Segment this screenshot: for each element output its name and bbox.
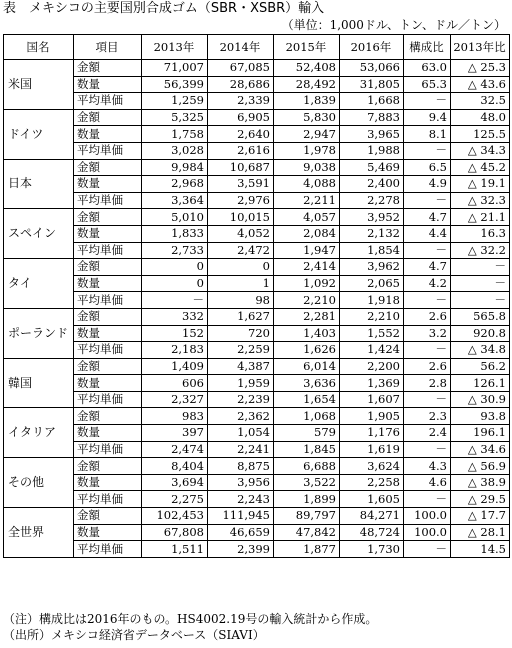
table-row	[4, 408, 510, 425]
table-row	[4, 524, 510, 541]
item-label: 数量	[74, 325, 142, 342]
item-label: 金額	[74, 508, 142, 525]
value-2014: 2,259	[208, 342, 274, 359]
value-2016: 2,210	[340, 308, 404, 325]
value-2015: 4,057	[274, 209, 340, 226]
value-2014: 720	[208, 325, 274, 342]
value-2015: 2,211	[274, 192, 340, 209]
header-share: 構成比	[404, 35, 451, 60]
value-2013: 152	[142, 325, 208, 342]
change-vs-2013: －	[451, 259, 510, 276]
value-2015: 28,492	[274, 76, 340, 93]
value-2016: 1,854	[340, 242, 404, 259]
value-2016: 3,965	[340, 126, 404, 143]
share-value: 100.0	[404, 508, 451, 525]
table-row	[4, 342, 510, 359]
share-value: －	[404, 93, 451, 110]
value-2014: 98	[208, 292, 274, 309]
table-row	[4, 425, 510, 442]
share-value: 4.9	[404, 176, 451, 193]
value-2014: 46,659	[208, 524, 274, 541]
table-row	[4, 159, 510, 176]
value-2013: －	[142, 292, 208, 309]
value-2013: 3,364	[142, 192, 208, 209]
item-label: 平均単価	[74, 541, 142, 558]
value-2016: 1,619	[340, 441, 404, 458]
header-vs-2013: 2013年比	[451, 35, 510, 60]
country-name: 米国	[4, 60, 74, 110]
value-2013: 332	[142, 308, 208, 325]
value-2013: 2,968	[142, 176, 208, 193]
value-2014: 2,243	[208, 491, 274, 508]
change-vs-2013: △ 34.6	[451, 441, 510, 458]
value-2013: 0	[142, 259, 208, 276]
item-label: 数量	[74, 76, 142, 93]
value-2016: 53,066	[340, 60, 404, 77]
note-composition: （注）構成比は2016年のもの。HS4002.19号の輸入統計から作成。	[3, 612, 378, 626]
value-2013: 2,733	[142, 242, 208, 259]
value-2015: 2,084	[274, 225, 340, 242]
value-2016: 3,962	[340, 259, 404, 276]
table-row	[4, 275, 510, 292]
change-vs-2013: －	[451, 292, 510, 309]
value-2016: 1,918	[340, 292, 404, 309]
item-label: 平均単価	[74, 491, 142, 508]
share-value: 6.5	[404, 159, 451, 176]
share-value: 2.4	[404, 425, 451, 442]
value-2015: 1,092	[274, 275, 340, 292]
change-vs-2013: △ 56.9	[451, 458, 510, 475]
value-2014: 111,945	[208, 508, 274, 525]
change-vs-2013: △ 43.6	[451, 76, 510, 93]
value-2013: 2,183	[142, 342, 208, 359]
item-label: 数量	[74, 524, 142, 541]
share-value: 3.2	[404, 325, 451, 342]
table-row	[4, 126, 510, 143]
value-2013: 1,833	[142, 225, 208, 242]
value-2013: 5,010	[142, 209, 208, 226]
value-2014: 4,052	[208, 225, 274, 242]
value-2015: 52,408	[274, 60, 340, 77]
share-value: 2.6	[404, 358, 451, 375]
table-title: 表 メキシコの主要国別合成ゴム（SBR・XSBR）輸入	[3, 1, 325, 16]
change-vs-2013: 920.8	[451, 325, 510, 342]
value-2016: 1,905	[340, 408, 404, 425]
change-vs-2013: 126.1	[451, 375, 510, 392]
value-2016: 1,730	[340, 541, 404, 558]
value-2013: 3,694	[142, 474, 208, 491]
table-row	[4, 60, 510, 77]
item-label: 金額	[74, 259, 142, 276]
change-vs-2013: △ 45.2	[451, 159, 510, 176]
value-2015: 1,978	[274, 142, 340, 159]
item-label: 平均単価	[74, 391, 142, 408]
item-label: 数量	[74, 275, 142, 292]
country-name: その他	[4, 458, 74, 508]
header-2016: 2016年	[340, 35, 404, 60]
header-country: 国名	[4, 35, 74, 60]
change-vs-2013: △ 32.2	[451, 242, 510, 259]
value-2014: 2,399	[208, 541, 274, 558]
value-2016: 1,424	[340, 342, 404, 359]
item-label: 平均単価	[74, 142, 142, 159]
value-2014: 10,687	[208, 159, 274, 176]
value-2016: 1,176	[340, 425, 404, 442]
value-2015: 1,947	[274, 242, 340, 259]
share-value: 63.0	[404, 60, 451, 77]
value-2013: 1,409	[142, 358, 208, 375]
value-2016: 31,805	[340, 76, 404, 93]
value-2016: 2,258	[340, 474, 404, 491]
value-2015: 2,210	[274, 292, 340, 309]
change-vs-2013: △ 28.1	[451, 524, 510, 541]
value-2014: 67,085	[208, 60, 274, 77]
header-item: 項目	[74, 35, 142, 60]
table-row	[4, 225, 510, 242]
change-vs-2013: △ 17.7	[451, 508, 510, 525]
country-name: タイ	[4, 259, 74, 309]
table-row	[4, 209, 510, 226]
value-2016: 2,065	[340, 275, 404, 292]
table-row	[4, 441, 510, 458]
share-value: 4.7	[404, 209, 451, 226]
value-2014: 1,959	[208, 375, 274, 392]
share-value: 100.0	[404, 524, 451, 541]
table-row	[4, 308, 510, 325]
share-value: －	[404, 342, 451, 359]
share-value: －	[404, 242, 451, 259]
value-2014: 4,387	[208, 358, 274, 375]
note-source: （出所）メキシコ経済省データベース（SIAVI）	[3, 628, 265, 642]
value-2016: 3,624	[340, 458, 404, 475]
country-name: イタリア	[4, 408, 74, 458]
value-2013: 1,259	[142, 93, 208, 110]
share-value: －	[404, 292, 451, 309]
table-row	[4, 458, 510, 475]
item-label: 金額	[74, 109, 142, 126]
share-value: －	[404, 441, 451, 458]
value-2015: 1,654	[274, 391, 340, 408]
value-2016: 2,132	[340, 225, 404, 242]
table-row	[4, 109, 510, 126]
item-label: 数量	[74, 474, 142, 491]
share-value: －	[404, 142, 451, 159]
item-label: 平均単価	[74, 441, 142, 458]
value-2016: 2,278	[340, 192, 404, 209]
value-2014: 3,591	[208, 176, 274, 193]
value-2015: 1,626	[274, 342, 340, 359]
value-2014: 2,362	[208, 408, 274, 425]
value-2013: 8,404	[142, 458, 208, 475]
value-2013: 5,325	[142, 109, 208, 126]
value-2016: 1,988	[340, 142, 404, 159]
table-row	[4, 192, 510, 209]
value-2014: 28,686	[208, 76, 274, 93]
value-2013: 2,327	[142, 391, 208, 408]
item-label: 金額	[74, 209, 142, 226]
value-2014: 3,956	[208, 474, 274, 491]
value-2013: 71,007	[142, 60, 208, 77]
item-label: 金額	[74, 408, 142, 425]
value-2014: 2,239	[208, 391, 274, 408]
value-2014: 1,054	[208, 425, 274, 442]
table-row	[4, 391, 510, 408]
share-value: －	[404, 391, 451, 408]
table-row	[4, 474, 510, 491]
value-2016: 1,668	[340, 93, 404, 110]
item-label: 数量	[74, 176, 142, 193]
change-vs-2013: △ 19.1	[451, 176, 510, 193]
value-2013: 2,275	[142, 491, 208, 508]
table-row	[4, 93, 510, 110]
change-vs-2013: 125.5	[451, 126, 510, 143]
value-2013: 9,984	[142, 159, 208, 176]
share-value: －	[404, 541, 451, 558]
value-2014: 2,472	[208, 242, 274, 259]
value-2014: 1,627	[208, 308, 274, 325]
change-vs-2013: △ 34.8	[451, 342, 510, 359]
value-2015: 9,038	[274, 159, 340, 176]
share-value: 2.3	[404, 408, 451, 425]
table-row	[4, 541, 510, 558]
header-2015: 2015年	[274, 35, 340, 60]
table-row	[4, 358, 510, 375]
share-value: 4.6	[404, 474, 451, 491]
share-value: 4.4	[404, 225, 451, 242]
value-2015: 6,014	[274, 358, 340, 375]
value-2015: 3,636	[274, 375, 340, 392]
header-2014: 2014年	[208, 35, 274, 60]
share-value: －	[404, 491, 451, 508]
value-2013: 1,758	[142, 126, 208, 143]
value-2013: 0	[142, 275, 208, 292]
change-vs-2013: △ 29.5	[451, 491, 510, 508]
value-2014: 0	[208, 259, 274, 276]
value-2013: 56,399	[142, 76, 208, 93]
value-2013: 67,808	[142, 524, 208, 541]
change-vs-2013: △ 30.9	[451, 391, 510, 408]
table-row	[4, 242, 510, 259]
item-label: 数量	[74, 225, 142, 242]
value-2013: 3,028	[142, 142, 208, 159]
value-2016: 1,369	[340, 375, 404, 392]
share-value: 2.6	[404, 308, 451, 325]
change-vs-2013: 56.2	[451, 358, 510, 375]
value-2015: 2,947	[274, 126, 340, 143]
value-2015: 1,845	[274, 441, 340, 458]
change-vs-2013: 32.5	[451, 93, 510, 110]
item-label: 金額	[74, 358, 142, 375]
change-vs-2013: △ 38.9	[451, 474, 510, 491]
share-value: 9.4	[404, 109, 451, 126]
value-2014: 2,976	[208, 192, 274, 209]
change-vs-2013: △ 34.3	[451, 142, 510, 159]
value-2014: 2,616	[208, 142, 274, 159]
value-2015: 6,688	[274, 458, 340, 475]
share-value: 2.8	[404, 375, 451, 392]
notes	[3, 611, 377, 643]
value-2015: 1,068	[274, 408, 340, 425]
header-row	[4, 35, 510, 60]
value-2014: 10,015	[208, 209, 274, 226]
country-name: 日本	[4, 159, 74, 209]
share-value: 4.3	[404, 458, 451, 475]
item-label: 数量	[74, 126, 142, 143]
value-2015: 579	[274, 425, 340, 442]
value-2014: 2,339	[208, 93, 274, 110]
country-name: 全世界	[4, 508, 74, 558]
item-label: 金額	[74, 60, 142, 77]
value-2014: 6,905	[208, 109, 274, 126]
value-2016: 2,400	[340, 176, 404, 193]
value-2015: 3,522	[274, 474, 340, 491]
change-vs-2013: △ 21.1	[451, 209, 510, 226]
value-2013: 102,453	[142, 508, 208, 525]
value-2015: 1,899	[274, 491, 340, 508]
value-2016: 7,883	[340, 109, 404, 126]
item-label: 平均単価	[74, 342, 142, 359]
share-value: 4.2	[404, 275, 451, 292]
share-value: 8.1	[404, 126, 451, 143]
item-label: 平均単価	[74, 93, 142, 110]
item-label: 数量	[74, 425, 142, 442]
unit-note: （単位：1,000ドル、トン、ドル／トン）	[281, 18, 506, 32]
value-2016: 1,607	[340, 391, 404, 408]
value-2014: 1	[208, 275, 274, 292]
country-name: ポーランド	[4, 308, 74, 358]
value-2015: 5,830	[274, 109, 340, 126]
import-table	[3, 34, 510, 558]
share-value: －	[404, 192, 451, 209]
share-value: 4.7	[404, 259, 451, 276]
table-row	[4, 176, 510, 193]
value-2016: 84,271	[340, 508, 404, 525]
value-2015: 2,414	[274, 259, 340, 276]
country-name: ドイツ	[4, 109, 74, 159]
value-2014: 2,241	[208, 441, 274, 458]
value-2014: 8,875	[208, 458, 274, 475]
value-2015: 2,281	[274, 308, 340, 325]
change-vs-2013: 16.3	[451, 225, 510, 242]
change-vs-2013: △ 32.3	[451, 192, 510, 209]
table-row	[4, 491, 510, 508]
value-2014: 2,640	[208, 126, 274, 143]
value-2016: 1,552	[340, 325, 404, 342]
item-label: 数量	[74, 375, 142, 392]
value-2016: 1,605	[340, 491, 404, 508]
table-row	[4, 292, 510, 309]
table-row	[4, 76, 510, 93]
value-2013: 606	[142, 375, 208, 392]
change-vs-2013: －	[451, 275, 510, 292]
header-2013: 2013年	[142, 35, 208, 60]
change-vs-2013: 565.8	[451, 308, 510, 325]
table-body	[4, 60, 510, 558]
value-2015: 4,088	[274, 176, 340, 193]
change-vs-2013: 196.1	[451, 425, 510, 442]
item-label: 平均単価	[74, 292, 142, 309]
value-2016: 3,952	[340, 209, 404, 226]
value-2016: 48,724	[340, 524, 404, 541]
value-2015: 47,842	[274, 524, 340, 541]
country-name: 韓国	[4, 358, 74, 408]
share-value: 65.3	[404, 76, 451, 93]
change-vs-2013: 48.0	[451, 109, 510, 126]
table-row	[4, 375, 510, 392]
value-2013: 1,511	[142, 541, 208, 558]
table-row	[4, 142, 510, 159]
value-2013: 983	[142, 408, 208, 425]
value-2016: 2,200	[340, 358, 404, 375]
value-2015: 1,403	[274, 325, 340, 342]
change-vs-2013: △ 25.3	[451, 60, 510, 77]
value-2015: 1,877	[274, 541, 340, 558]
item-label: 金額	[74, 308, 142, 325]
change-vs-2013: 14.5	[451, 541, 510, 558]
country-name: スペイン	[4, 209, 74, 259]
table-row	[4, 259, 510, 276]
value-2016: 5,469	[340, 159, 404, 176]
item-label: 金額	[74, 458, 142, 475]
value-2013: 2,474	[142, 441, 208, 458]
change-vs-2013: 93.8	[451, 408, 510, 425]
table-row	[4, 325, 510, 342]
item-label: 平均単価	[74, 242, 142, 259]
item-label: 金額	[74, 159, 142, 176]
value-2015: 1,839	[274, 93, 340, 110]
value-2015: 89,797	[274, 508, 340, 525]
value-2013: 397	[142, 425, 208, 442]
table-row	[4, 508, 510, 525]
item-label: 平均単価	[74, 192, 142, 209]
